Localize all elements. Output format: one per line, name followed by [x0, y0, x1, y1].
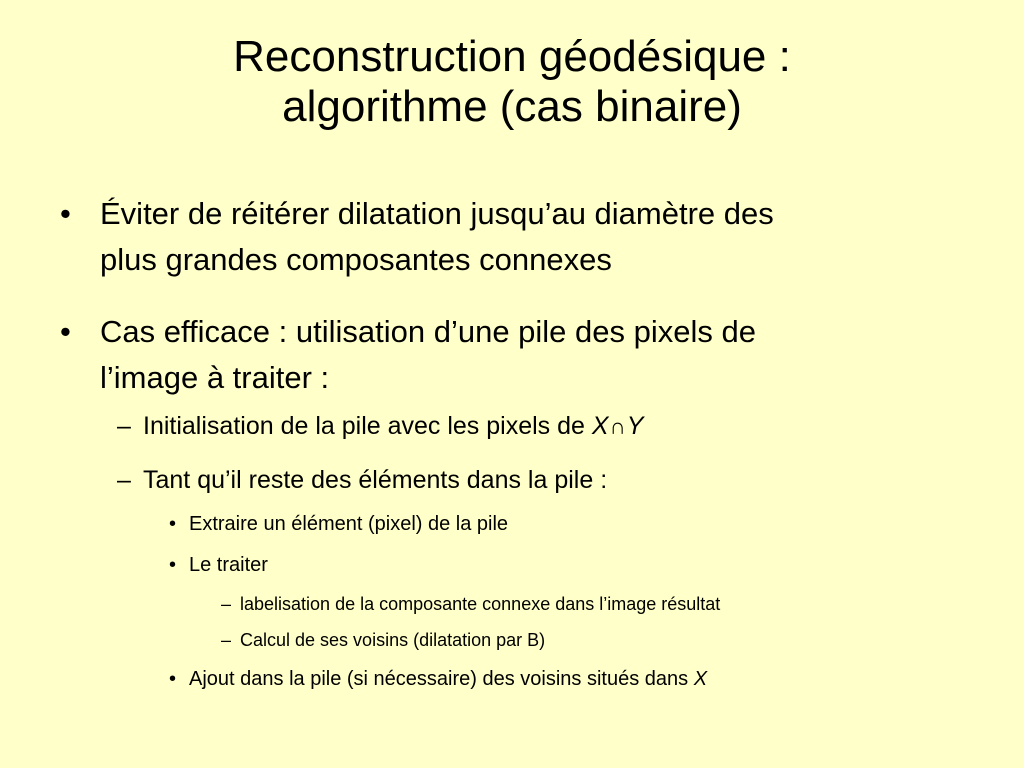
variable-x: X — [693, 668, 708, 690]
item-extract-text: Extraire un élément (pixel) de la pile — [189, 513, 509, 535]
item-process-text: Le traiter — [189, 554, 268, 576]
item-extract — [169, 510, 509, 538]
bullet-1-line-2: plus grandes composantes connexes — [100, 242, 612, 277]
bullet-2-line-1: Cas efficace : utilisation d’une pile des pixels de — [100, 314, 756, 349]
subitem-labeling — [221, 591, 721, 617]
dash-marker: – — [221, 594, 232, 614]
title-line-2: algorithme (cas binaire) — [282, 82, 742, 131]
item-push — [169, 665, 708, 693]
bullet-marker: • — [169, 513, 177, 535]
variable-x: X — [591, 412, 609, 440]
dash-marker: – — [117, 412, 131, 440]
sub-bullet-1 — [117, 409, 644, 444]
intersection-symbol: ∩ — [609, 414, 626, 439]
bullet-1 — [60, 191, 774, 237]
bullet-marker: • — [169, 668, 177, 690]
dash-marker: – — [117, 466, 131, 494]
sub-bullet-1-text: Initialisation de la pile avec les pixels de — [143, 412, 592, 440]
subitem-neighbors — [221, 627, 546, 653]
subitem-labeling-text: labelisation de la composante connexe dans l’image résultat — [240, 594, 721, 614]
bullet-marker: • — [60, 314, 71, 349]
dash-marker: – — [221, 630, 232, 650]
bullet-marker: • — [169, 554, 177, 576]
bullet-1-continuation — [100, 237, 612, 283]
sub-bullet-2 — [117, 463, 608, 497]
item-process — [169, 551, 268, 579]
slide-title — [0, 32, 1024, 132]
bullet-marker: • — [60, 196, 71, 231]
variable-y: Y — [626, 412, 644, 440]
title-line-1: Reconstruction géodésique : — [233, 32, 791, 81]
bullet-2 — [60, 309, 756, 355]
item-push-text: Ajout dans la pile (si nécessaire) des voisins situés dans — [189, 668, 694, 690]
bullet-1-line-1: Éviter de réitérer dilatation jusqu’au diamètre des — [100, 196, 774, 231]
subitem-neighbors-text: Calcul de ses voisins (dilatation par B) — [240, 630, 546, 650]
bullet-2-continuation — [100, 355, 329, 401]
bullet-2-line-2: l’image à traiter : — [100, 360, 330, 395]
sub-bullet-2-text: Tant qu’il reste des éléments dans la pile : — [143, 466, 608, 494]
